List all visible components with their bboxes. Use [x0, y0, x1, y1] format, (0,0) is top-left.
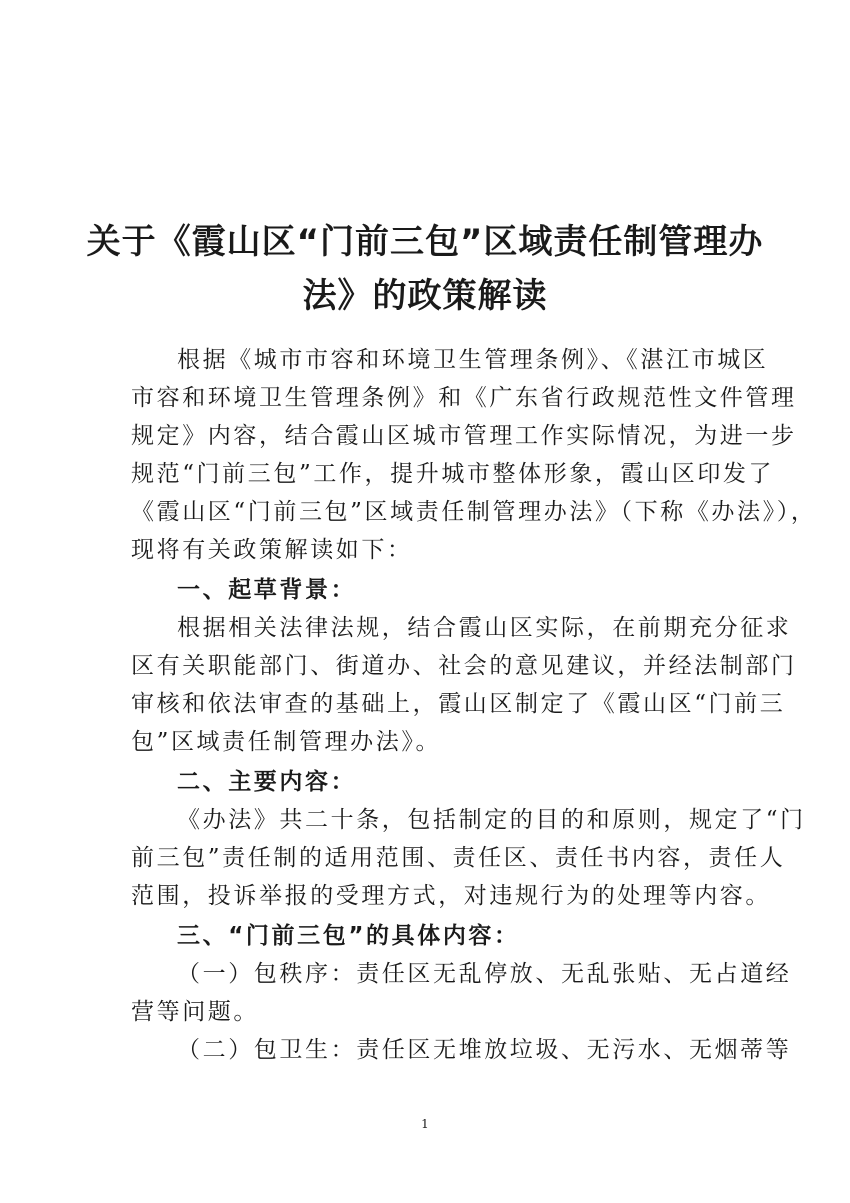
body-line-18: 营等问题。: [131, 999, 259, 1025]
body-line-8: 根据相关法律法规，结合霞山区实际，在前期充分征求: [177, 615, 792, 641]
document-title-line-1: 关于《霞山区“门前三包”区域责任制管理办: [86, 222, 764, 262]
body-line-10: 审核和依法审查的基础上，霞山区制定了《霞山区“门前三: [131, 691, 786, 717]
body-line-3: 规定》内容，结合霞山区城市管理工作实际情况，为进一步: [131, 423, 797, 449]
section-heading-main-content: 二、主要内容：: [177, 769, 357, 795]
body-line-9: 区有关职能部门、街道办、社会的意见建议，并经法制部门: [131, 653, 797, 679]
body-line-17: （一）包秩序：责任区无乱停放、无乱张贴、无占道经: [177, 961, 792, 987]
section-heading-specific-content: 三、“门前三包”的具体内容：: [177, 923, 520, 949]
body-line-2: 市容和环境卫生管理条例》和《广东省行政规范性文件管理: [131, 385, 797, 411]
body-line-13: 《办法》共二十条，包括制定的目的和原则，规定了“门: [177, 807, 806, 833]
body-line-4: 规范“门前三包”工作，提升城市整体形象，霞山区印发了: [131, 461, 775, 487]
body-line-19: （二）包卫生：责任区无堆放垃圾、无污水、无烟蒂等: [177, 1037, 792, 1063]
body-line-6: 现将有关政策解读如下：: [131, 537, 413, 563]
page-number: 1: [421, 1117, 429, 1131]
document-title-line-2: 法》的政策解读: [302, 276, 548, 316]
body-line-1: 根据《城市市容和环境卫生管理条例》、《湛江市城区: [177, 347, 769, 373]
body-line-11: 包”区域责任制管理办法》。: [131, 729, 442, 755]
body-line-15: 范围，投诉举报的受理方式，对违规行为的处理等内容。: [131, 883, 771, 909]
body-line-5: 《霞山区“门前三包”区域责任制管理办法》（下称《办法》），: [131, 499, 817, 525]
body-line-14: 前三包”责任制的适用范围、责任区、责任书内容，责任人: [131, 845, 786, 871]
section-heading-background: 一、起草背景：: [177, 577, 357, 603]
